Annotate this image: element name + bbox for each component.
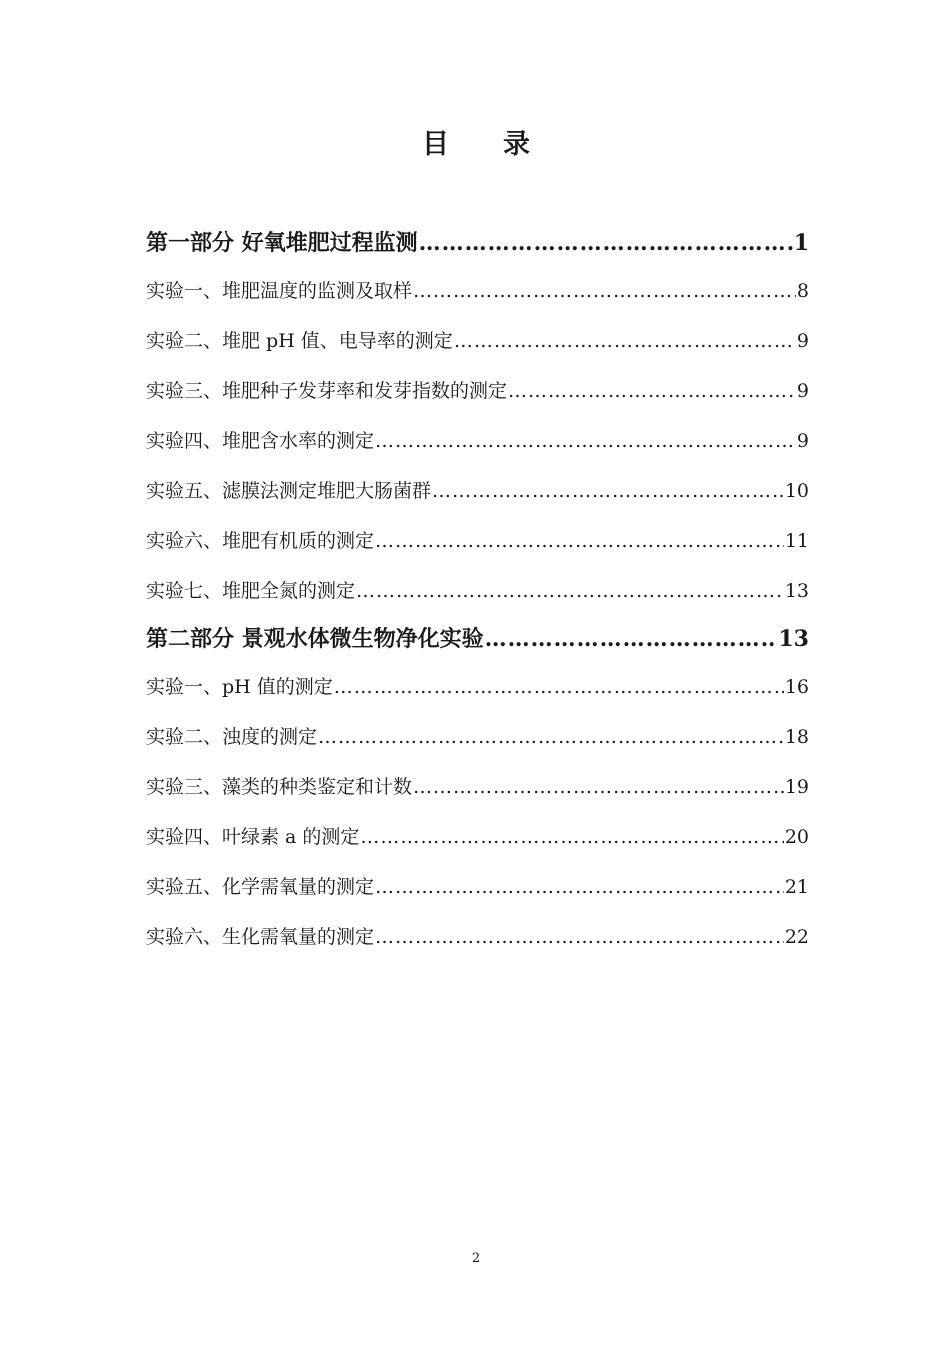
toc-leader-dots bbox=[485, 616, 778, 662]
toc-leader-dots bbox=[334, 662, 784, 712]
toc-label: 实验五、化学需氧量的测定 bbox=[146, 876, 375, 898]
toc-page-number: 16 bbox=[784, 676, 809, 698]
toc-leader-dots bbox=[318, 712, 784, 762]
toc-part-2[interactable] bbox=[146, 616, 809, 662]
table-of-contents bbox=[146, 220, 809, 962]
toc-leader-dots bbox=[375, 516, 784, 566]
toc-page-number: 13 bbox=[784, 580, 809, 602]
toc-label: 实验三、堆肥种子发芽率和发芽指数的测定 bbox=[146, 380, 508, 402]
toc-leader-dots bbox=[454, 316, 796, 366]
toc-leader-dots bbox=[432, 466, 784, 516]
toc-label: 实验二、堆肥 pH 值、电导率的测定 bbox=[146, 330, 453, 352]
toc-label: 实验六、生化需氧量的测定 bbox=[146, 926, 375, 948]
toc-item[interactable] bbox=[146, 466, 809, 516]
toc-label: 实验二、浊度的测定 bbox=[146, 726, 318, 748]
toc-item[interactable] bbox=[146, 662, 809, 712]
toc-item[interactable] bbox=[146, 812, 809, 862]
toc-item[interactable] bbox=[146, 416, 809, 466]
title-char-1: 目 bbox=[422, 129, 449, 160]
toc-item[interactable] bbox=[146, 266, 809, 316]
toc-leader-dots bbox=[413, 762, 784, 812]
toc-page-number: 1 bbox=[793, 230, 809, 256]
toc-page-number: 9 bbox=[796, 430, 809, 452]
toc-page-number: 10 bbox=[784, 480, 809, 502]
toc-label: 实验一、堆肥温度的监测及取样 bbox=[146, 280, 413, 302]
toc-item[interactable] bbox=[146, 516, 809, 566]
toc-page-number: 22 bbox=[784, 926, 809, 948]
toc-leader-dots bbox=[356, 566, 784, 616]
toc-leader-dots bbox=[413, 266, 796, 316]
toc-page-number: 21 bbox=[784, 876, 809, 898]
toc-leader-dots bbox=[375, 862, 784, 912]
toc-item[interactable] bbox=[146, 762, 809, 812]
toc-page-number: 9 bbox=[796, 330, 809, 352]
toc-leader-dots bbox=[375, 416, 796, 466]
toc-label: 实验一、pH 值的测定 bbox=[146, 676, 333, 698]
toc-page-number: 20 bbox=[784, 826, 809, 848]
toc-label: 实验七、堆肥全氮的测定 bbox=[146, 580, 356, 602]
toc-item[interactable] bbox=[146, 566, 809, 616]
toc-page-number: 11 bbox=[784, 530, 809, 552]
toc-label: 实验六、堆肥有机质的测定 bbox=[146, 530, 375, 552]
toc-page-number: 19 bbox=[784, 776, 809, 798]
toc-item[interactable] bbox=[146, 862, 809, 912]
toc-page-number: 18 bbox=[784, 726, 809, 748]
toc-leader-dots bbox=[360, 812, 783, 862]
toc-item[interactable] bbox=[146, 316, 809, 366]
toc-item[interactable] bbox=[146, 912, 809, 962]
toc-label: 实验五、滤膜法测定堆肥大肠菌群 bbox=[146, 480, 432, 502]
toc-item[interactable] bbox=[146, 712, 809, 762]
toc-label: 实验四、堆肥含水率的测定 bbox=[146, 430, 375, 452]
toc-leader-dots bbox=[375, 912, 784, 962]
title-char-2: 录 bbox=[503, 129, 530, 160]
toc-leader-dots bbox=[419, 220, 793, 266]
footer-page-number: 2 bbox=[471, 1251, 481, 1266]
toc-page-number: 8 bbox=[796, 280, 809, 302]
toc-label: 实验四、叶绿素 a 的测定 bbox=[146, 826, 360, 848]
toc-part-1[interactable] bbox=[146, 220, 809, 266]
page-title bbox=[0, 122, 952, 161]
toc-item[interactable] bbox=[146, 366, 809, 416]
toc-label: 第二部分 景观水体微生物净化实验 bbox=[146, 626, 484, 652]
toc-page-number: 9 bbox=[796, 380, 809, 402]
toc-leader-dots bbox=[508, 366, 796, 416]
toc-label: 第一部分 好氧堆肥过程监测 bbox=[146, 230, 418, 256]
toc-label: 实验三、藻类的种类鉴定和计数 bbox=[146, 776, 413, 798]
toc-page-number: 13 bbox=[778, 626, 809, 652]
